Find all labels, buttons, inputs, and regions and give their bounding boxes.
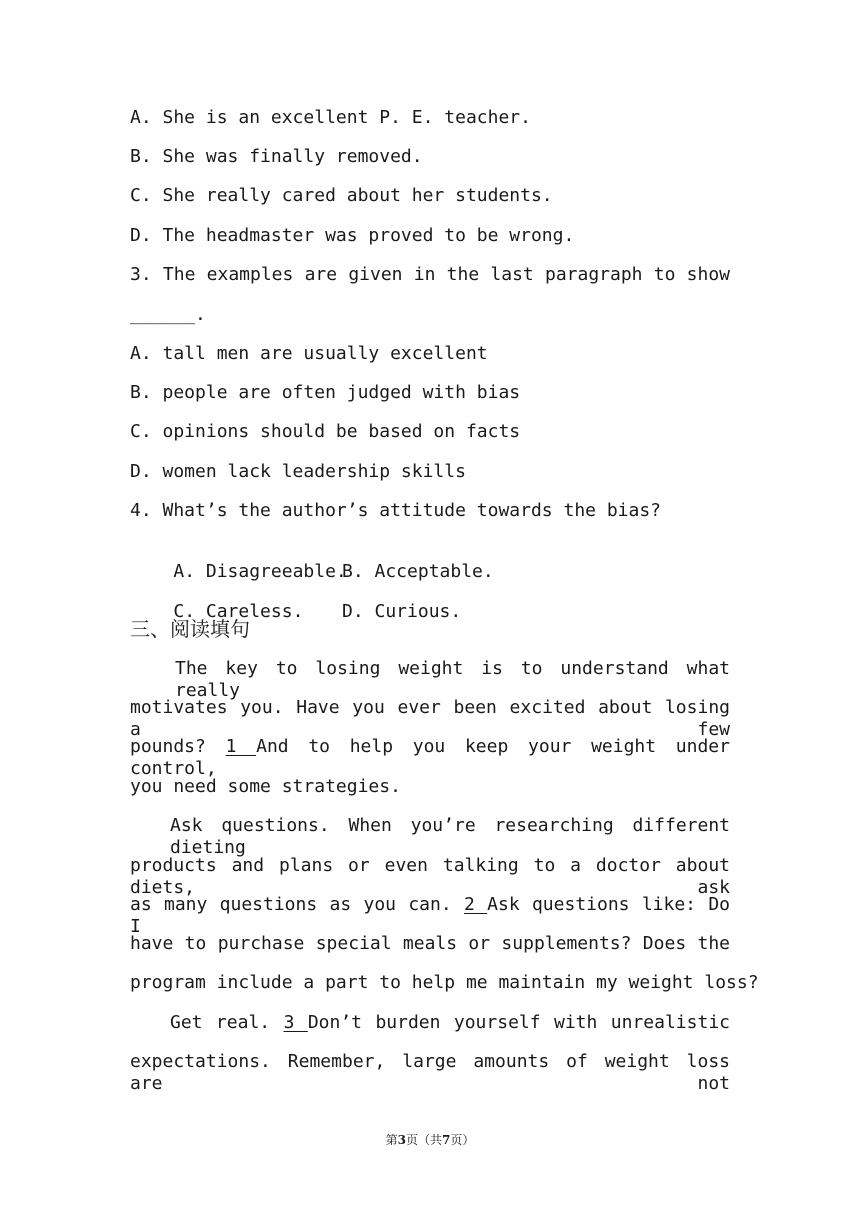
footer-page-number: 3: [397, 1133, 406, 1147]
passage-p3-line-2: expectations. Remember, large amounts of weight loss are not: [130, 1051, 730, 1094]
passage-p1-line-3: [130, 736, 730, 780]
q3-option-a: A. tall men are usually excellent: [130, 343, 488, 364]
passage-text: Get real.: [170, 1012, 284, 1033]
q3-option-b: B. people are often judged with bias: [130, 382, 521, 403]
footer-total-pages: 7: [442, 1133, 451, 1147]
blank-2: 2: [463, 894, 488, 915]
passage-text: pounds?: [130, 736, 226, 757]
q3-stem: 3. The examples are given in the last paragraph to show: [130, 264, 730, 285]
q4-stem: 4. What’s the author’s attitude towards the bias?: [130, 500, 662, 521]
q2-option-b: B. She was finally removed.: [130, 146, 423, 167]
blank-1: 1: [225, 736, 257, 757]
q4-option-c: C. Careless.: [173, 601, 304, 622]
q4-option-d: D. Curious.: [342, 601, 462, 622]
passage-text: And to help you keep your weight under control,: [130, 736, 730, 779]
section-heading: 三、阅读填句: [130, 617, 250, 641]
footer-prefix: 第: [385, 1133, 398, 1147]
blank-3: 3: [283, 1012, 308, 1033]
passage-text: as many questions as you can.: [130, 894, 464, 915]
q4-option-b: B. Acceptable.: [342, 561, 494, 582]
passage-p2-line-5: program include a part to help me maintain my weight loss?: [130, 972, 759, 993]
footer-middle: 页（共: [405, 1133, 442, 1147]
passage-p2-line-1: Ask questions. When you’re researching different dieting: [170, 815, 730, 858]
q4-option-a: A. Disagreeable.: [173, 561, 347, 582]
q3-option-c: C. opinions should be based on facts: [130, 421, 521, 442]
q2-option-a: A. She is an excellent P. E. teacher.: [130, 107, 531, 128]
passage-p1-line-1: The key to losing weight is to understand what really: [175, 658, 730, 701]
q2-option-c: C. She really cared about her students.: [130, 185, 553, 206]
footer-suffix: 页）: [450, 1133, 475, 1147]
q3-option-d: D. women lack leadership skills: [130, 461, 466, 482]
passage-p2-line-2: products and plans or even talking to a doctor about diets, ask: [130, 855, 730, 898]
q2-option-d: D. The headmaster was proved to be wrong.: [130, 225, 575, 246]
q3-blank: ______.: [130, 304, 206, 325]
passage-p1-line-4: you need some strategies.: [130, 776, 401, 797]
passage-p3-line-1: [170, 1012, 730, 1034]
page-footer: [0, 1131, 860, 1148]
passage-text: Don’t burden yourself with unrealistic: [307, 1012, 730, 1033]
passage-p2-line-4: have to purchase special meals or supplements? Does the: [130, 933, 730, 954]
passage-p1-line-2: motivates you. Have you ever been excited about losing a few: [130, 697, 730, 740]
passage-p2-line-3: [130, 894, 730, 938]
passage-text: Ask questions like: Do I: [130, 894, 730, 937]
